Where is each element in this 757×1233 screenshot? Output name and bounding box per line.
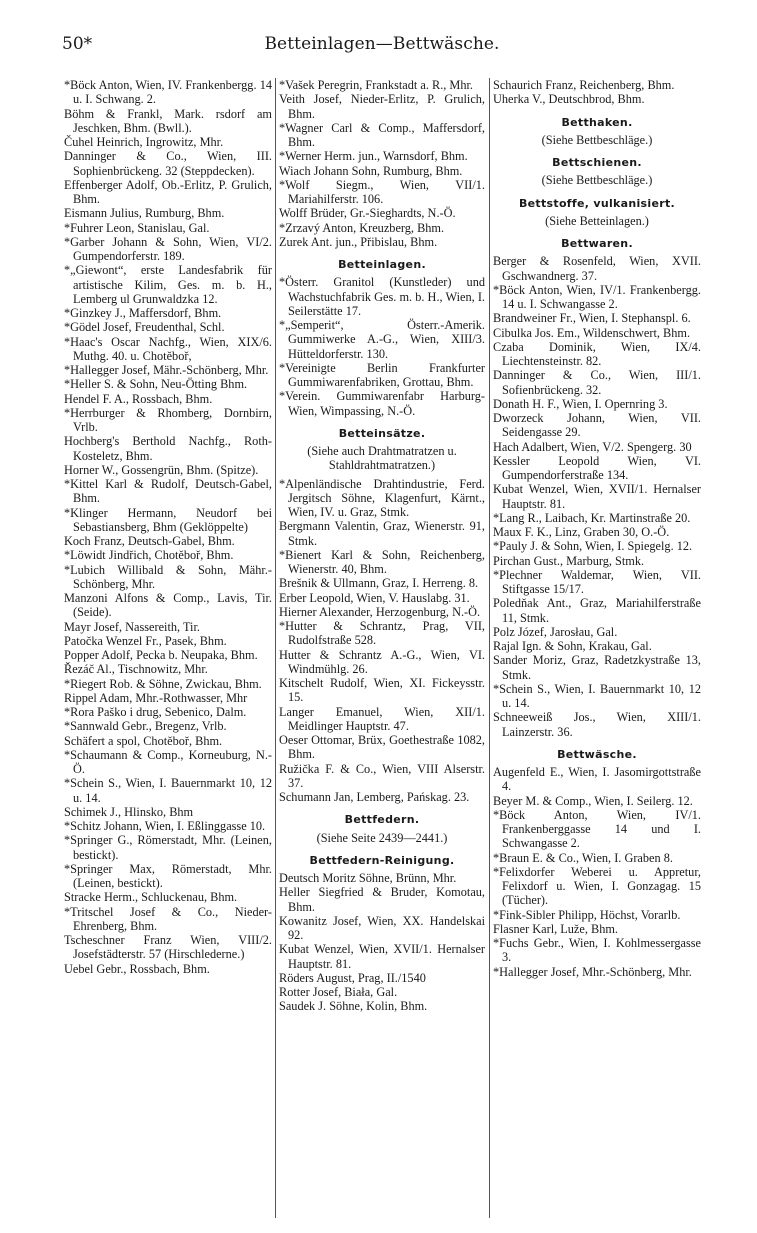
directory-entry: Wolff Brüder, Gr.-Sieghardts, N.-Ö. [279,206,456,221]
directory-entry: *Haac's Oscar Nachfg., Wien, XIX/6. Muthg. 40. u. Chotěboř, [64,334,272,363]
directory-entry: Donath H. F., Wien, I. Opernring 3. [493,396,668,411]
directory-entry: Koch Franz, Deutsch-Gabel, Bhm. [64,534,235,548]
cross-reference: (Siehe auch Drahtmatratzen u. Stahldrahtmatratzen.) [307,444,457,473]
directory-entry: *Werner Herm. jun., Warnsdorf, Bhm. [279,149,468,164]
directory-entry: Manzoni Alfons & Comp., Lavis, Tir. (Seide). [64,591,272,620]
directory-entry: *Plechner Waldemar, Wien, VII. Stiftgasse 15/17. [493,567,701,596]
directory-entry: Saudek J. Söhne, Kolin, Bhm. [279,999,428,1014]
directory-entry: *Hutter & Schrantz, Prag, VII, Rudolfstraße 528. [279,619,485,648]
directory-entry: Mayr Josef, Nassereith, Tir. [64,619,200,634]
page-header [62,34,702,60]
directory-entry: *Bienert Karl & Sohn, Reichenberg, Wienerstr. 40, Bhm. [279,547,485,576]
directory-entry: Flasner Karl, Luže, Bhm. [493,921,618,936]
directory-entry: Pirchan Gust., Marburg, Stmk. [493,553,645,568]
directory-entry: *Böck Anton, Wien, IV/1. Frankenberggasse 14 und I. Schwangasse 2. [493,807,701,851]
directory-entry: *Zrzavý Anton, Kreuzberg, Bhm. [279,220,445,235]
directory-entry: Kubat Wenzel, Wien, XVII/1. Hernalser Hauptstr. 81. [493,482,701,511]
directory-entry: Oeser Ottomar, Brüx, Goethestraße 1082, Bhm. [279,733,485,762]
section-heading: Bettwaren. [561,237,633,250]
directory-entry: Effenberger Adolf, Ob.-Erlitz, P. Grulich, Bhm. [64,177,272,206]
directory-entry: *Garber Johann & Sohn, Wien, VI/2. Gumpendorferstr. 189. [64,234,272,263]
directory-entry: *Springer Max, Römerstadt, Mhr. (Leinen, bestickt). [64,861,272,890]
directory-entry: Röders August, Prag, II./1540 [279,970,426,985]
directory-entry: Langer Emanuel, Wien, XII/1. Meidlinger Hauptstr. 47. [279,704,485,733]
section-heading: Bettfedern-Reinigung. [309,853,455,867]
directory-entry: *Hallegger Josef, Mhr.-Schönberg, Mhr. [493,964,692,979]
directory-entry: *Braun E. & Co., Wien, I. Graben 8. [493,850,673,865]
directory-entry: Kowanitz Josef, Wien, XX. Handelskai 92. [279,913,485,942]
section-heading: Betteinsätze. [338,426,426,440]
directory-entry: *Böck Anton, Wien, IV/1. Frankenbergg. 14 u. I. Schwangasse 2. [493,282,701,311]
directory-entry: *Fink-Sibler Philipp, Höchst, Vorarlb. [493,907,681,922]
directory-entry: *Fuhrer Leon, Stanislau, Gal. [64,220,210,235]
section-heading: Bettfedern. [344,813,420,827]
directory-entry: *Klinger Hermann, Neudorf bei Sebastiansberg, Bhm (Geklöppelte) [64,505,272,534]
directory-entry: Hierner Alexander, Herzogenburg, N.-Ö. [279,604,481,619]
directory-entry: Brešnik & Ullmann, Graz, I. Herreng. 8. [279,576,479,591]
directory-entry: Schneeweiß Jos., Wien, XIII/1. Lainzerstr. 36. [493,710,701,739]
directory-entry: *Fuchs Gebr., Wien, I. Kohlmessergasse 3. [493,936,701,965]
directory-entry: Augenfeld E., Wien, I. Jasomirgottstraße 4. [493,765,701,794]
directory-entry: *Alpenländische Drahtindustrie, Ferd. Jergitsch Söhne, Klagenfurt, Kärnt., Wien, IV. u. Graz, Stmk. [279,476,485,519]
directory-entry: *Rora Paško i drug, Sebenico, Dalm. [64,705,247,719]
section-heading: Betthaken. [561,115,633,129]
directory-entry: Danninger & Co., Wien, III. Sophienbrückeng. 32 (Steppdecken). [64,149,272,178]
section-heading: Bettwäsche. [557,747,637,761]
directory-entry: Czaba Dominik, Wien, IX/4. Liechtensteinstr. 82. [493,339,701,368]
directory-entry: Ružička F. & Co., Wien, VIII Alserstr. 37. [279,761,485,790]
section-heading: Bettstoffe, vulkanisiert. [518,196,676,210]
directory-entry: Schaurich Franz, Reichenberg, Bhm. [493,78,675,92]
directory-entry: Tscheschner Franz Wien, VIII/2. Josefstädterstr. 57 (Hirschlederne.) [64,933,272,962]
directory-entry: Danninger & Co., Wien, III/1. Sofienbrückeng. 32. [493,368,701,397]
directory-entry: *Schitz Johann, Wien, I. Eßlinggasse 10. [64,819,266,833]
directory-entry: Maux F. K., Linz, Graben 30, O.-Ö. [493,525,670,539]
cross-reference: (Siehe Bettbeschläge.) [541,132,653,147]
directory-entry: *Verein. Gummiwarenfabr Harburg-Wien, Wimpassing, N.-Ö. [279,389,485,418]
directory-entry: *„Semperit“, Österr.-Amerik. Gummiwerke A.-G., Wien, XIII/3. Hütteldorferstr. 130. [279,318,485,361]
directory-entry: *Vereinigte Berlin Frankfurter Gummiwarenfabriken, Grottau, Bhm. [279,360,485,389]
directory-entry: Kubat Wenzel, Wien, XVII/1. Hernalser Hauptstr. 81. [279,942,485,971]
directory-entry: *Löwidt Jindřich, Chotěboř, Bhm. [64,548,234,563]
directory-entry: Kitschelt Rudolf, Wien, XI. Fickeysstr. 15. [279,676,485,705]
directory-entry: Patočka Wenzel Fr., Pasek, Bhm. [64,633,227,648]
directory-entry: *„Giewont“, erste Landesfabrik für artistische Kilim, Ges. m. b. H., Lemberg ul Grunwaldzka 12. [64,263,272,306]
cross-reference: (Siehe Bettbeschläge.) [541,173,653,188]
directory-entry: Berger & Rosenfeld, Wien, XVII. Gschwandnerg. 37. [493,254,701,283]
directory-entry: Kessler Leopold Wien, VI. Gumpendorferstraße 134. [493,453,701,482]
directory-entry: Beyer M. & Comp., Wien, I. Seilerg. 12. [493,793,693,808]
directory-entry: Čuhel Heinrich, Ingrowitz, Mhr. [64,135,224,149]
directory-entry: *Ginzkey J., Maffersdorf, Bhm. [64,306,222,320]
directory-entry: *Kittel Karl & Rudolf, Deutsch-Gabel, Bhm. [64,477,272,506]
directory-entry: Heller Siegfried & Bruder, Komotau, Bhm. [279,885,485,914]
directory-entry: Brandweiner Fr., Wien, I. Stephanspl. 6. [493,311,691,326]
directory-entry: Bergmann Valentin, Graz, Wienerstr. 91, Stmk. [279,519,485,548]
directory-entry: *Pauly J. & Sohn, Wien, I. Spiegelg. 12. [493,539,693,554]
directory-entry: Schäfert a spol, Chotěboř, Bhm. [64,733,223,748]
directory-entry: Zurek Ant. jun., Přibislau, Bhm. [279,234,438,249]
directory-entry: Poledňak Ant., Graz, Mariahilferstraße 11, Stmk. [493,596,701,625]
column-divider [275,78,276,1218]
directory-entry: *Wagner Carl & Comp., Maffersdorf, Bhm. [279,120,485,149]
directory-entry: Rippel Adam, Mhr.-Rothwasser, Mhr [64,690,248,705]
column-2 [279,78,485,1223]
directory-entry: *Riegert Rob. & Söhne, Zwickau, Bhm. [64,676,262,691]
page-title: Betteinlagen—Bettwäsche. [264,34,500,54]
directory-entry: Eismann Julius, Rumburg, Bhm. [64,206,225,221]
directory-entry: Rotter Josef, Biała, Gal. [279,985,398,999]
column-3 [493,78,701,1223]
cross-reference: (Siehe Betteinlagen.) [545,213,649,228]
directory-entry: Popper Adolf, Pecka b. Neupaka, Bhm. [64,648,258,662]
directory-entry: *Schein S., Wien, I. Bauernmarkt 10, 12 u. 14. [64,776,272,805]
directory-entry: Schumann Jan, Lemberg, Pańskag. 23. [279,790,470,804]
directory-entry: Cibulka Jos. Em., Wildenschwert, Bhm. [493,325,691,340]
section-heading: Betteinlagen. [338,258,426,271]
directory-entry: Erber Leopold, Wien, V. Hauslabg. 31. [279,590,470,605]
directory-entry: *Österr. Granitol (Kunstleder) und Wachstuchfabrik Ges. m. b. H., Wien, I. Seilerstätte 17. [279,275,485,318]
directory-entry: Böhm & Frankl, Mark. rsdorf am Jeschken, Bhm. (Bwll.). [64,106,272,135]
directory-entry: *Lang R., Laibach, Kr. Martinstraße 20. [493,510,691,525]
directory-entry: *Sannwald Gebr., Bregenz, Vrlb. [64,719,227,734]
directory-entry: Veith Josef, Nieder-Erlitz, P. Grulich, Bhm. [279,92,485,121]
directory-entry: *Wolf Siegm., Wien, VII/1. Mariahilferstr. 106. [279,177,485,206]
directory-entry: *Schaumann & Comp., Korneuburg, N.-Ö. [64,747,272,776]
directory-entry: *Schein S., Wien, I. Bauernmarkt 10, 12 u. 14. [493,681,701,710]
directory-entry: Horner W., Gossengrün, Bhm. (Spitze). [64,462,259,477]
directory-entry: Hutter & Schrantz A.-G., Wien, VI. Windmühlg. 26. [279,647,485,676]
directory-entry: Hendel F. A., Rossbach, Bhm. [64,391,213,406]
directory-entry: *Hallegger Josef, Mähr.-Schönberg, Mhr. [64,363,269,377]
column-divider [489,78,490,1218]
directory-entry: *Tritschel Josef & Co., Nieder-Ehrenberg, Bhm. [64,904,272,933]
directory-entry: *Vašek Peregrin, Frankstadt a. R., Mhr. [279,78,473,92]
page-number: 50* [62,34,93,54]
directory-entry: Hochberg's Berthold Nachfg., Roth-Kosteletz, Bhm. [64,434,272,463]
directory-entry: Řezáč Al., Tischnowitz, Mhr. [64,662,208,677]
directory-entry: *Heller S. & Sohn, Neu-Ötting Bhm. [64,377,248,392]
directory-entry: *Gödel Josef, Freudenthal, Schl. [64,320,225,335]
directory-entry: Uherka V., Deutschbrod, Bhm. [493,92,645,107]
cross-reference: (Siehe Seite 2439—2441.) [316,830,448,845]
column-1 [64,78,272,1223]
directory-entry: *Springer G., Römerstadt, Mhr. (Leinen, bestickt). [64,833,272,862]
section-heading: Bettschienen. [552,156,642,169]
directory-entry: *Felixdorfer Weberei u. Appretur, Felixdorf u. Wien, I. Gonzagag. 15 (Tücher). [493,864,701,908]
directory-entry: Stracke Herm., Schluckenau, Bhm. [64,890,238,905]
directory-entry: Dworzeck Johann, Wien, VII. Seidengasse 29. [493,411,701,440]
directory-entry: Uebel Gebr., Rossbach, Bhm. [64,961,210,976]
directory-entry: Polz Józef, Jarosłau, Gal. [493,624,618,639]
directory-entry: *Böck Anton, Wien, IV. Frankenbergg. 14 u. I. Schwang. 2. [64,78,272,107]
directory-entry: Rajal Ign. & Sohn, Krakau, Gal. [493,639,652,653]
directory-entry: Schimek J., Hlinsko, Bhm [64,804,194,819]
directory-entry: Hach Adalbert, Wien, V/2. Spengerg. 30 [493,439,692,454]
directory-entry: Wiach Johann Sohn, Rumburg, Bhm. [279,163,463,178]
directory-entry: Sander Moriz, Graz, Radetzkystraße 13, Stmk. [493,653,701,682]
directory-entry: *Lubich Willibald & Sohn, Mähr.-Schönberg, Mhr. [64,562,272,591]
directory-entry: Deutsch Moritz Söhne, Brünn, Mhr. [279,871,457,885]
directory-entry: *Herrburger & Rhomberg, Dornbirn, Vrlb. [64,405,272,434]
